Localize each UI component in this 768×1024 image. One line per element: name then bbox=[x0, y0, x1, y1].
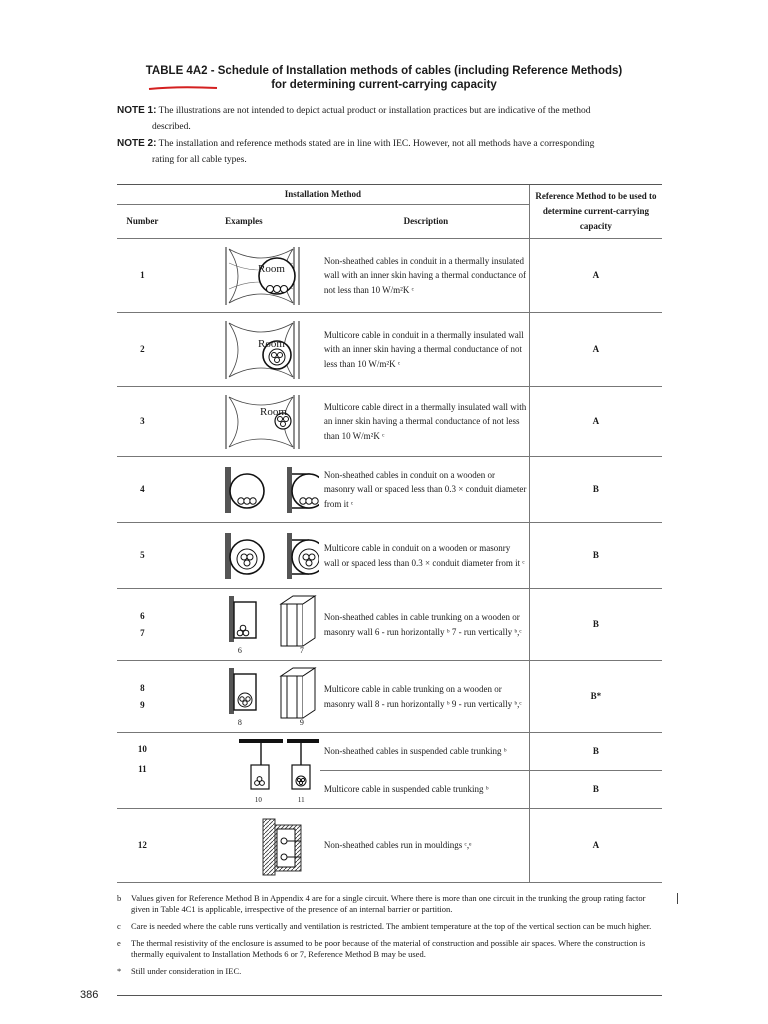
footnotes bbox=[117, 893, 662, 983]
header-description: Description bbox=[320, 205, 530, 239]
wall-trunking-multicore-illustration bbox=[169, 664, 319, 730]
row-reference: B bbox=[529, 589, 662, 661]
row-description: Non-sheathed cables run in mouldings ᶜ,ᵉ bbox=[320, 809, 530, 883]
row-reference: A bbox=[529, 313, 662, 387]
insulated-wall-conduit-illustration bbox=[169, 243, 319, 309]
note-2-text-cont: rating for all cable types. bbox=[152, 155, 247, 165]
row-example bbox=[168, 457, 320, 523]
row-reference: B bbox=[529, 523, 662, 589]
row-description: Multicore cable in suspended cable trunking ᵇ bbox=[320, 771, 530, 809]
example-label-left: 10 bbox=[254, 795, 262, 804]
table-row bbox=[117, 523, 662, 589]
row-reference: B bbox=[529, 771, 662, 809]
row-example bbox=[168, 589, 320, 661]
row-example bbox=[168, 387, 320, 457]
table-header-row-1 bbox=[117, 185, 662, 205]
row-reference: B bbox=[529, 733, 662, 771]
row-example bbox=[168, 239, 320, 313]
table-row bbox=[117, 589, 662, 661]
note-1-text: The illustrations are not intended to depict actual product or installation practices but are indicative of the method bbox=[158, 106, 591, 116]
table-row bbox=[117, 387, 662, 457]
row-reference: A bbox=[529, 809, 662, 883]
row-description: Non-sheathed cables in conduit on a wooden or masonry wall or spaced less than 0.3 × conduit diameter from it ᶜ bbox=[320, 457, 530, 523]
header-examples: Examples bbox=[168, 205, 320, 239]
row-example bbox=[168, 733, 320, 809]
row-reference: A bbox=[529, 387, 662, 457]
example-label-left: 8 bbox=[237, 717, 242, 727]
page-number: 386 bbox=[80, 989, 99, 1001]
row-description: Multicore cable in conduit on a wooden or masonry wall or spaced less than 0.3 × conduit diameter from it ᶜ bbox=[320, 523, 530, 589]
row-reference: B* bbox=[529, 661, 662, 733]
header-number: Number bbox=[117, 205, 168, 239]
footnote bbox=[117, 921, 662, 932]
table-row bbox=[117, 661, 662, 733]
room-label: Room bbox=[258, 338, 285, 350]
installation-methods-table bbox=[117, 184, 662, 883]
row-description: Multicore cable in cable trunking on a wooden or masonry wall 8 - run horizontally ᵇ 9 - run vertically ᵇ,ᶜ bbox=[320, 661, 530, 733]
note-1 bbox=[117, 103, 662, 135]
wall-conduit-cables-illustration bbox=[169, 461, 319, 519]
row-example bbox=[168, 809, 320, 883]
table-row bbox=[117, 809, 662, 883]
row-description: Non-sheathed cables in conduit in a thermally insulated wall with an inner skin having a thermal conductance of not less than 10 W/m²K ᶜ bbox=[320, 239, 530, 313]
insulated-wall-multicore-conduit-illustration bbox=[169, 317, 319, 383]
row-number: 4 bbox=[117, 457, 168, 523]
page-title bbox=[0, 64, 768, 92]
footnote-key: * bbox=[117, 966, 122, 976]
row-number: 6 7 bbox=[117, 589, 168, 661]
row-description: Multicore cable direct in a thermally insulated wall with an inner skin having a thermal conductance of not less than 10 W/m²K ᶜ bbox=[320, 387, 530, 457]
note-2 bbox=[117, 136, 662, 168]
row-number: 1 bbox=[117, 239, 168, 313]
row-reference: A bbox=[529, 239, 662, 313]
example-label-right: 11 bbox=[297, 795, 305, 804]
red-underline-annotation bbox=[148, 85, 218, 91]
footnote bbox=[117, 966, 662, 977]
title-line-2: for determining current-carrying capacity bbox=[271, 79, 497, 91]
row-description: Non-sheathed cables in cable trunking on a wooden or masonry wall 6 - run horizontally ᵇ 7 - run vertically ᵇ,ᶜ bbox=[320, 589, 530, 661]
moulding-cables-illustration bbox=[169, 813, 319, 879]
row-description: Multicore cable in conduit in a thermally insulated wall with an inner skin having a thermal conductance of not less than 10 W/m²K ᶜ bbox=[320, 313, 530, 387]
row-number: 5 bbox=[117, 523, 168, 589]
row-example bbox=[168, 523, 320, 589]
footnote-text: Values given for Reference Method B in Appendix 4 are for a single circuit. Where there is more than one circuit in the trunking the group rating factor given in Table 4C1 is applicable, irrespective of the presence of an internal barrier or partition. bbox=[131, 893, 646, 914]
footnote bbox=[117, 893, 662, 915]
bottom-rule bbox=[117, 995, 662, 996]
footnote-text: Still under consideration in IEC. bbox=[131, 966, 242, 976]
table-row bbox=[117, 733, 662, 771]
row-number: 12 bbox=[117, 809, 168, 883]
table-row bbox=[117, 457, 662, 523]
row-number: 10 11 bbox=[117, 733, 168, 809]
note-1-label: NOTE 1: bbox=[117, 105, 157, 116]
table-row bbox=[117, 239, 662, 313]
room-label: Room bbox=[260, 406, 287, 418]
row-reference: B bbox=[529, 457, 662, 523]
header-installation-method: Installation Method bbox=[117, 185, 529, 205]
example-label-right: 9 bbox=[299, 717, 304, 727]
note-2-label: NOTE 2: bbox=[117, 138, 157, 149]
row-number: 8 9 bbox=[117, 661, 168, 733]
room-label: Room bbox=[258, 263, 285, 275]
wall-trunking-cables-illustration bbox=[169, 592, 319, 658]
note-1-text-cont: described. bbox=[152, 122, 191, 132]
row-description: Non-sheathed cables in suspended cable trunking ᵇ bbox=[320, 733, 530, 771]
header-reference-method: Reference Method to be used to determine current-carrying capacity bbox=[529, 185, 662, 239]
row-example bbox=[168, 661, 320, 733]
note-2-text: The installation and reference methods stated are in line with IEC. However, not all methods have a corresponding bbox=[158, 139, 595, 149]
suspended-trunking-illustration bbox=[169, 735, 319, 807]
example-label-left: 6 bbox=[237, 645, 242, 655]
margin-mark bbox=[677, 893, 678, 904]
insulated-wall-multicore-direct-illustration bbox=[169, 391, 319, 453]
title-line-1: TABLE 4A2 - Schedule of Installation methods of cables (including Reference Methods) bbox=[145, 65, 623, 77]
row-number: 3 bbox=[117, 387, 168, 457]
footnote-text: The thermal resistivity of the enclosure is assumed to be poor because of the material of construction and possible air spaces. Where the construction is thermally equivalent to Installation Methods 6 or 7, Reference Method B may be used. bbox=[131, 938, 646, 959]
footnote-key: e bbox=[117, 938, 121, 948]
table-row bbox=[117, 313, 662, 387]
footnote bbox=[117, 938, 662, 960]
example-label-right: 7 bbox=[299, 645, 304, 655]
footnote-text: Care is needed where the cable runs vertically and ventilation is restricted. The ambient temperature at the top of the vertical section can be much higher. bbox=[131, 921, 652, 931]
footnote-key: c bbox=[117, 921, 121, 931]
wall-conduit-multicore-illustration bbox=[169, 527, 319, 585]
footnote-key: b bbox=[117, 893, 122, 903]
row-number: 2 bbox=[117, 313, 168, 387]
row-example bbox=[168, 313, 320, 387]
